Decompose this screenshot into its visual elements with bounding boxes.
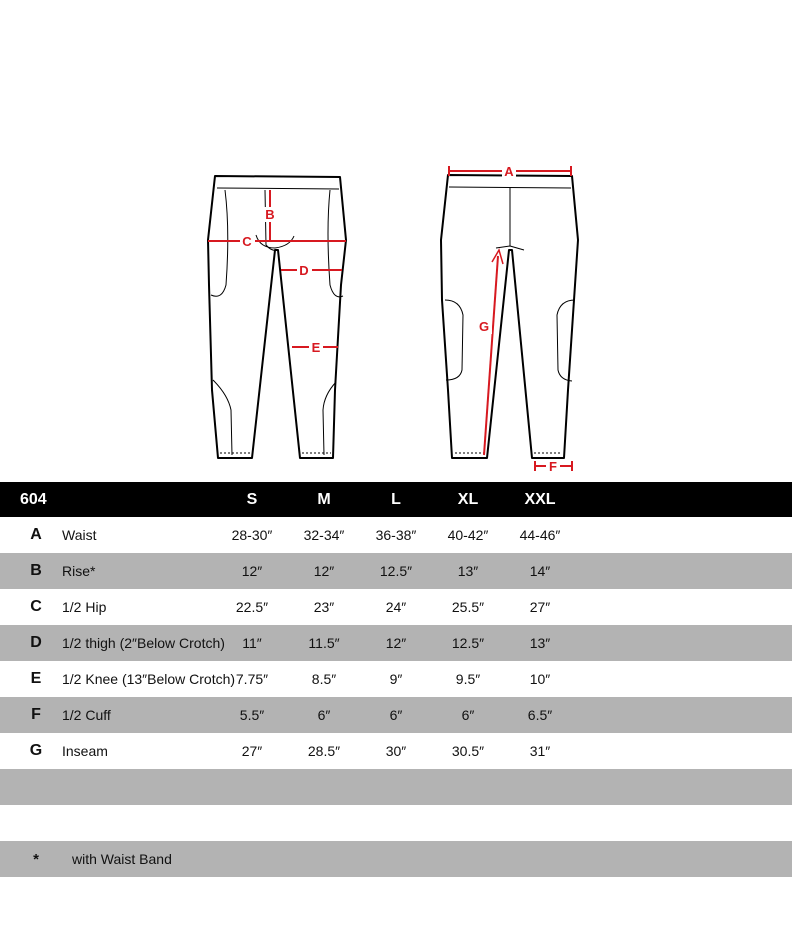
value-l: 30″ xyxy=(385,743,407,759)
value-s: 27″ xyxy=(241,743,263,759)
footnote-text: with Waist Band xyxy=(72,851,172,867)
size-header-s: S xyxy=(246,490,258,508)
value-l: 36-38″ xyxy=(375,527,417,543)
row-letter: B xyxy=(30,562,42,579)
table-row xyxy=(0,733,792,769)
value-xxl: 44-46″ xyxy=(519,527,561,543)
measurement-lines xyxy=(208,166,572,471)
table-row xyxy=(0,517,792,553)
footnote-symbol: * xyxy=(33,850,39,868)
label-f: F xyxy=(549,459,557,474)
value-s: 5.5″ xyxy=(239,707,265,723)
back-left-knee-patch xyxy=(445,300,463,380)
value-xl: 9.5″ xyxy=(455,671,481,687)
value-xxl: 13″ xyxy=(529,635,551,651)
value-m: 23″ xyxy=(313,599,335,615)
empty-row xyxy=(0,805,792,841)
value-m: 8.5″ xyxy=(311,671,337,687)
value-s: 28-30″ xyxy=(231,527,273,543)
value-xl: 13″ xyxy=(457,563,479,579)
label-e: E xyxy=(311,340,321,355)
row-letter: C xyxy=(30,598,42,615)
product-code: 604 xyxy=(20,490,47,508)
value-xl: 6″ xyxy=(461,707,475,723)
value-s: 22.5″ xyxy=(235,599,269,615)
value-xxl: 6.5″ xyxy=(527,707,553,723)
size-header-m: M xyxy=(317,490,331,508)
front-left-pocket xyxy=(211,190,228,296)
row-letter: E xyxy=(30,670,42,687)
size-header-l: L xyxy=(391,490,401,508)
table-row xyxy=(0,661,792,697)
row-measurement-name: 1/2 Hip xyxy=(62,599,107,615)
value-l: 9″ xyxy=(389,671,403,687)
table-row xyxy=(0,697,792,733)
value-l: 12.5″ xyxy=(379,563,413,579)
label-g: G xyxy=(478,319,490,334)
size-header-xl: XL xyxy=(457,490,479,508)
row-letter: F xyxy=(31,706,41,723)
value-l: 6″ xyxy=(389,707,403,723)
value-m: 32-34″ xyxy=(303,527,345,543)
value-m: 11.5″ xyxy=(308,635,340,651)
value-s: 11″ xyxy=(242,635,262,651)
label-c: C xyxy=(242,234,252,249)
table-row xyxy=(0,589,792,625)
value-xl: 25.5″ xyxy=(451,599,485,615)
back-waistband xyxy=(449,187,571,188)
label-d: D xyxy=(299,263,309,278)
value-xxl: 27″ xyxy=(529,599,551,615)
measurement-labels xyxy=(240,164,560,474)
empty-row xyxy=(0,769,792,805)
row-letter: G xyxy=(29,742,43,759)
size-chart-header xyxy=(0,482,792,517)
row-measurement-name: Rise* xyxy=(62,563,96,579)
row-measurement-name: 1/2 Knee (13″Below Crotch) xyxy=(62,671,236,687)
footnote-row xyxy=(0,841,792,877)
label-a: A xyxy=(504,164,514,179)
size-chart-table xyxy=(0,482,792,877)
row-measurement-name: Inseam xyxy=(62,743,108,759)
value-m: 28.5″ xyxy=(307,743,341,759)
value-l: 24″ xyxy=(385,599,407,615)
value-m: 6″ xyxy=(317,707,331,723)
value-xl: 12.5″ xyxy=(451,635,485,651)
value-xxl: 14″ xyxy=(529,563,551,579)
pants-back-view xyxy=(441,175,578,458)
value-m: 12″ xyxy=(313,563,335,579)
row-letter: A xyxy=(30,526,42,543)
table-row xyxy=(0,625,792,661)
value-s: 7.75″ xyxy=(235,671,269,687)
row-measurement-name: 1/2 Cuff xyxy=(62,707,111,723)
value-xxl: 31″ xyxy=(529,743,551,759)
size-header-xxl: XXL xyxy=(524,490,556,508)
row-letter: D xyxy=(30,634,42,651)
label-b: B xyxy=(265,207,275,222)
value-xl: 40-42″ xyxy=(447,527,489,543)
row-measurement-name: Waist xyxy=(62,527,97,543)
value-s: 12″ xyxy=(241,563,263,579)
front-waistband xyxy=(217,188,339,189)
row-measurement-name: 1/2 thigh (2″Below Crotch) xyxy=(62,635,225,651)
table-row xyxy=(0,553,792,589)
value-l: 12″ xyxy=(385,635,407,651)
value-xl: 30.5″ xyxy=(451,743,485,759)
value-xxl: 10″ xyxy=(529,671,551,687)
